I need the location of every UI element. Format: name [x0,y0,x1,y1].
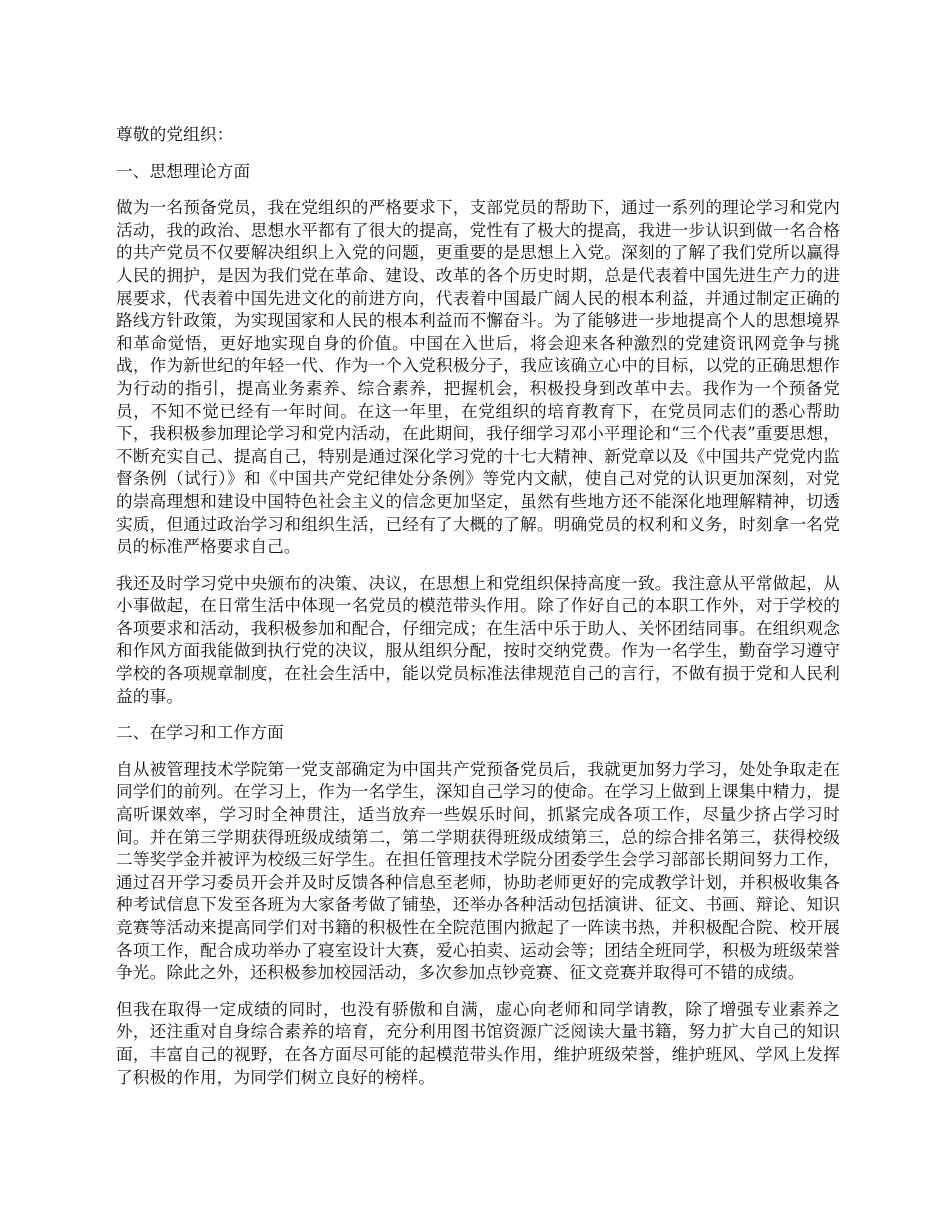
paragraph: 我还及时学习党中央颁布的决策、决议，在思想上和党组织保持高度一致。我注意从平常做起，从小事做起，在日常生活中体现一名党员的模范带头作用。除了作好自己的本职工作外，对于学校的各项要求和活动，我积极参加和配合，仔细完成；在生活中乐于助人、关怀团结同事。在组织观念和作风方面我能做到执行党的决议，服从组织分配，按时交纳党费。作为一名学生，勤奋学习遵守学校的各项规章制度，在社会生活中，能以党员标准法律规范自己的言行，不做有损于党和人民利益的事。 [116,573,840,706]
paragraph: 但我在取得一定成绩的同时，也没有骄傲和自满，虚心向老师和同学请教，除了增强专业素养之外，还注重对自身综合素养的培育，充分利用图书馆资源广泛阅读大量书籍，努力扩大自己的知识面，丰富自己的视野，在各方面尽可能的起模范带头作用，维护班级荣誉，维护班风、学风上发挥了积极的作用，为同学们树立良好的榜样。 [116,999,840,1087]
paragraph: 自从被管理技术学院第一党支部确定为中国共产党预备党员后，我就更加努力学习，处处争取走在同学们的前列。在学习上，作为一名学生，深知自己学习的使命。在学习上做到上课集中精力，提高听课效率，学习时全神贯注，适当放弃一些娱乐时间，抓紧完成各项工作，尽量少挤占学习时间。并在第三学期获得班级成绩第二，第二学期获得班级成绩第三，总的综合排名第三，获得校级二等奖学金并被评为校级三好学生。在担任管理技术学院分团委学生会学习部部长期间努力工作，通过召开学习委员开会并及时反馈各种信息至老师，协助老师更好的完成教学计划，并积极收集各种考试信息下发至各班为大家备考做了铺垫，还举办各种活动包括演讲、征文、书画、辩论、知识竞赛等活动来提高同学们对书籍的积极性在全院范围内掀起了一阵读书热，并积极配合院、校开展各项工作，配合成功举办了寝室设计大赛，爱心拍卖、运动会等；团结全班同学，积极为班级荣誉争光。除此之外，还积极参加校园活动，多次参加点钞竞赛、征文竞赛并取得可不错的成绩。 [116,759,840,983]
salutation: 尊敬的党组织： [116,125,234,144]
document-page [116,124,840,1103]
paragraph: 做为一名预备党员，我在党组织的严格要求下，支部党员的帮助下，通过一系列的理论学习和党内活动，我的政治、思想水平都有了很大的提高，党性有了极大的提高，我进一步认识到做一名合格的共产党员不仅要解决组织上入党的问题，更重要的是思想上入党。深刻的了解了我们党所以赢得人民的拥护，是因为我们党在革命、建设、改革的各个历史时期，总是代表着中国先进生产力的进展要求，代表着中国先进文化的前进方向，代表着中国最广阔人民的根本利益，并通过制定正确的路线方针政策，为实现国家和人民的根本利益而不懈奋斗。为了能够进一步地提高个人的思想境界和革命觉悟，更好地实现自身的价值。中国在入世后，将会迎来各种激烈的党建资讯网竞争与挑战，作为新世纪的年轻一代、作为一个入党积极分子，我应该确立心中的目标，以党的正确思想作为行动的指引，提高业务素养、综合素养，把握机会，积极投身到改革中去。我作为一个预备党员，不知不觉已经有一年时间。在这一年里，在党组织的培育教育下，在党员同志们的悉心帮助下，我积极参加理论学习和党内活动，在此期间，我仔细学习邓小平理论和“三个代表”重要思想，不断充实自己、提高自己，特别是通过深化学习党的十七大精神、新党章以及《中国共产党党内监督条例（试行）》和《中国共产党纪律处分条例》等党内文献，使自己对党的认识更加深刻，对党的崇高理想和建设中国特色社会主义的信念更加坚定，虽然有些地方还不能深化地理解精神，切透实质，但通过政治学习和组织生活，已经有了大概的了解。明确党员的权利和义务，时刻拿一名党员的标准严格要求自己。 [116,198,840,557]
section-heading-thought: 一、思想理论方面 [116,161,251,181]
section-heading-study-work: 二、在学习和工作方面 [116,723,284,743]
